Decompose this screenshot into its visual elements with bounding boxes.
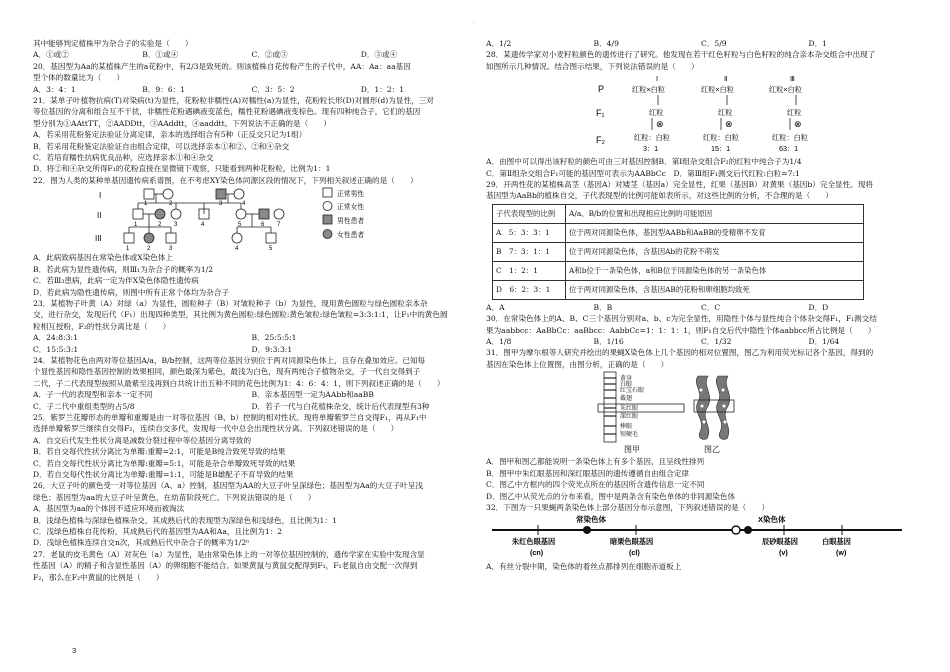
option: A．1/2 [486, 39, 512, 48]
individual-number: 4 [242, 201, 246, 208]
text-line: D．图乙中从荧光点的分布来看，图中是两条含有染色单体的非同源染色体 [486, 491, 736, 501]
cross-group-2 [701, 74, 739, 153]
gene-label: 深红眼 [620, 414, 639, 421]
q27-options [486, 38, 916, 49]
chromosome-bar [604, 372, 616, 442]
text-line: 选择单瓣紫罗兰继续自交得F₂，连续自交多代，发现每一代中总会出现性状分离。下列叙述错误的是（ ） [33, 424, 399, 434]
option: B．亲本基因型一定为AAbb和aaBB [251, 390, 374, 400]
text-line: 基因在染色体上位置图，由图分析，正确的是（ ） [486, 359, 669, 369]
individual-number: 2 [147, 246, 151, 253]
normal-male [266, 233, 276, 243]
text-line: D．若此病为隐性遗传病，则图中所有正常个体均为杂合子 [33, 287, 229, 297]
q24-options [33, 389, 470, 400]
q29-options [486, 302, 916, 313]
legend-affected-male-icon [323, 215, 332, 224]
legend-label: 男性患者 [337, 218, 365, 226]
individual-number: 3 [174, 222, 178, 229]
text-line: 23．某植物子叶黄（A）对绿（a）为显性，圆粒种子（B）对皱粒种子（b）为显性，现用黄色圆粒与绿色圆粒亲本杂 [33, 298, 428, 308]
legend-normal-male-icon [323, 188, 332, 197]
option: A．A [486, 302, 505, 312]
individual-number: 4 [235, 246, 239, 253]
table-cell: A 5：3：3：1 [493, 223, 566, 242]
individual-number: 1 [126, 246, 130, 253]
svg-text:63：1: 63：1 [779, 144, 799, 154]
option: B．4/9 [593, 39, 619, 48]
gene-symbol: (w) [836, 548, 847, 558]
gene-label: 白眼 [620, 382, 633, 389]
text-line: 22．图为人类的某种单基因遗传病系谱图，在不考虑XY染色体同源区段的情况下，下列相关叙述正确的是（ ） [33, 175, 418, 185]
option: C．②或③ [251, 50, 288, 60]
individual-number: 3 [169, 246, 173, 253]
gene-name: 朱红色眼基因 [512, 537, 556, 547]
text-line: 型个体的数量比为（ ） [33, 73, 125, 83]
svg-text:Ⅲ: Ⅲ [790, 74, 795, 84]
text-line: C．若自交每代性状分离比为单瓣:重瓣=5:1，可能是杂合单瓣致死导致的结果 [33, 458, 296, 468]
normal-male [133, 209, 143, 219]
normal-female [232, 233, 242, 243]
row-label: F₂ [596, 135, 605, 146]
affected-female [155, 209, 165, 219]
svg-text:红粒：白粒: 红粒：白粒 [634, 133, 670, 143]
option: B．9：6：1 [142, 84, 186, 94]
gene-name: 辰砂眼基因 [762, 537, 798, 547]
normal-female [274, 209, 284, 219]
option: A．①或② [33, 50, 69, 60]
normal-female [171, 209, 181, 219]
individual-number: 5 [238, 222, 242, 229]
text-line: D．将②和④杂交所得F₁的花粉直接在显微镜下观察，只能看到两种花粉粒，比例为1：1 [33, 164, 331, 174]
row-label: P [598, 84, 605, 95]
gene-label: 朱红眼 [620, 406, 639, 413]
gene-symbol: (cn) [530, 548, 544, 558]
svg-text:⊗: ⊗ [794, 119, 802, 130]
table-row [493, 223, 864, 242]
svg-text:15：1: 15：1 [711, 144, 731, 154]
table-cell: C 1：2：1 [493, 261, 566, 280]
gene-map-figure [486, 513, 916, 561]
option: B．25:5:5:1 [251, 333, 297, 343]
normal-male [124, 233, 134, 243]
gene-label: 短硬毛 [620, 432, 639, 439]
text-line: 24．某植物花色由两对等位基因A/a，B/b控制，这两等位基因分别位于两对同源染色体上，且存在叠加效应。已知每 [33, 355, 426, 365]
text-line: 性基因（A）的精子和含显性基因（A）的卵细胞不能结合。如果黄鼠与黄鼠交配得到F₁，F₁老鼠自由交配一次得到 [33, 561, 418, 571]
q29-table [492, 204, 864, 300]
generation-label: III [95, 234, 102, 244]
chromosome-label: X染色体 [758, 515, 786, 525]
option: D．D [808, 302, 829, 312]
text-line: A．有丝分裂中期，染色体的着丝点都排列在细胞赤道板上 [486, 562, 682, 572]
fruitfly-figure [486, 370, 916, 456]
individual-number: 2 [169, 201, 173, 208]
option: D．③或④ [360, 50, 398, 60]
text-line: B．图甲中朱红眼基因和深红眼基因的遗传遵循自由组合定律 [486, 468, 690, 478]
option: D．若子一代与白花植株杂交，统计后代表现型有3种 [251, 401, 430, 411]
text-line: 20．基因型为Aa的某植株产生的a花粉中，有2/3是致死的。则该植株自花传粉产生的子代中，AA：Aa：aa基因 [33, 61, 411, 71]
gene-symbol: (v) [779, 548, 788, 558]
text-line: 等位基因的分离和组合互不干扰，非糯性花粉遇碘液变蓝色，糯性花粉遇碘液变棕色。现有四种纯合子，它们的基因 [33, 107, 421, 117]
svg-text:红粒×白粒: 红粒×白粒 [769, 85, 802, 95]
text-line: 27．老鼠的皮毛黄色（A）对灰色（a）为显性，是由常染色体上的一对等位基因控制的，遗传学家在实验中发现含显 [33, 549, 425, 559]
option: D．1/64 [808, 337, 840, 347]
text-line: 型分别为①AAttTT，②AADDtt，③AAddtt，④aaddtt。下列说法不正确的是（ ） [33, 118, 331, 128]
text-line: 26．大豆子叶的颜色受一对等位基因（A、a）控制，基因型为AA的大豆子叶呈深绿色；基因型为Aa的大豆子叶呈浅 [33, 481, 423, 491]
svg-text:Ⅰ: Ⅰ [656, 74, 659, 84]
individual-number: 7 [277, 222, 281, 229]
cross-group-1 [632, 74, 670, 153]
text-line: 粒相互授粉，F₂的性状分离比是（ ） [33, 321, 171, 331]
table-cell: A和b位于一条染色体，a和B位于同源染色体的另一条染色体 [566, 261, 864, 280]
text-line: F₂，那么在F₂中黄鼠的比例是（ ） [33, 572, 164, 582]
legend-affected-female-icon [323, 230, 332, 239]
text-line: 32．下图为一只果蝇两条染色体上部分基因分布示意图，下列叙述错误的是（ ） [486, 502, 770, 512]
legend-label: 正常女性 [337, 204, 365, 212]
svg-text:3：1: 3：1 [643, 144, 659, 154]
text-line: C．若培育糯性抗病优良品种，应选择亲本①和④杂交 [33, 153, 214, 163]
text-line: A．自交后代发生性状分离是减数分裂过程中等位基因分离导致的 [33, 435, 252, 445]
centromere-dot [744, 526, 752, 534]
text-line: 如图所示几种情况。结合图示结果，下列说法错误的是（ ） [486, 61, 699, 71]
normal-female [234, 189, 244, 199]
normal-female [236, 209, 246, 219]
q23-options [33, 344, 470, 355]
text-line: B．若自交每代性状分离比为单瓣:重瓣=2:1，可能是B纯合致死导致的结果 [33, 447, 286, 457]
gene-label: 棒眼 [620, 424, 633, 431]
table-cell: 位于两对同源染色体，含基因AB的花粉和卵细胞均致死 [566, 280, 864, 299]
svg-text:红粒：白粒: 红粒：白粒 [772, 133, 808, 143]
text-line: 绿色；基因型为aa的大豆子叶呈黄色，在幼苗阶段死亡。下列说法错误的是（ ） [33, 492, 316, 502]
text-line: C．第Ⅱ组杂交组合F₁可能的基因型可表示为AABbCc D．第Ⅲ组F₁测交后代红粒:白粒=7:1 [486, 168, 800, 178]
text-line: 28．某遗传学家对小麦籽粒颜色的遗传进行了研究。他发现在若干红色籽粒与白色籽粒的纯合亲本杂交组合中出现了 [486, 50, 876, 60]
individual-number: 1 [134, 222, 138, 229]
page-number: 3 [72, 646, 77, 655]
text-line: 其中能够判定植株甲为杂合子的实验是（ ） [33, 39, 193, 48]
table-cell: A/a、B/b的位置和出现相应比例的可能原因 [566, 204, 864, 223]
option: C．1/32 [701, 337, 732, 347]
q20-options [33, 84, 470, 95]
text-line: C．图乙中方框内的四个荧光点所在的基因所含遗传信息一定不同 [486, 480, 705, 490]
affected-female [144, 233, 154, 243]
header-mark: . [473, 18, 475, 25]
cross-group-3 [769, 74, 808, 153]
row-label: F₁ [596, 108, 605, 119]
table-cell: 位于两对同源染色体，含基因Ab的花粉不萌发 [566, 242, 864, 261]
option: C．C [701, 302, 721, 312]
svg-text:红粒: 红粒 [718, 108, 733, 118]
option: D．9:3:3:1 [251, 344, 293, 354]
svg-text:Ⅱ: Ⅱ [724, 74, 728, 84]
text-line: 基因型为AaBb的植株自交，子代表现型的比例可能如表所示，对这些比例的分析，不合理的是（ ） [486, 191, 833, 201]
option: B．B [593, 302, 613, 312]
q19-options [33, 49, 470, 60]
q30-options [486, 336, 916, 347]
gene-symbol: (cl) [629, 548, 640, 558]
svg-text:红粒×白粒: 红粒×白粒 [701, 85, 734, 95]
generation-label: II [97, 211, 102, 221]
table-cell: D 6：2：3：1 [493, 280, 566, 299]
option: A．子一代的表现型和亲本一定不同 [33, 390, 153, 400]
right-column [486, 38, 916, 573]
option: D．1：2：1 [360, 84, 405, 94]
text-line: A．若采用花粉鉴定法验证分离定律，亲本的选择组合有5种（正反交只记为1组） [33, 130, 307, 140]
text-line: C．若Ⅲ₃患病，此病一定为伴X染色体隐性遗传病 [33, 276, 199, 286]
legend-normal-female-icon [323, 202, 332, 211]
text-line: B．若此病为显性遗传病，则Ⅲ₁为杂合子的概率为1/2 [33, 264, 214, 274]
text-line: 30．在常染色体上的A、B、C三个基因分别对a、b、c为完全显性，用隐性个体与显性纯合个体杂交得F₁，F₁测交结 [486, 314, 877, 324]
text-line: 25．紫罗兰花瓣形态的单瓣和重瓣是由一对等位基因（B、b）控制的相对性状。现将单瓣紫罗兰自交得F₁，再从F₁中 [33, 412, 427, 422]
individual-number: 3 [219, 201, 223, 208]
individual-number: 6 [261, 222, 265, 229]
table-row [493, 204, 864, 223]
normal-female [163, 189, 173, 199]
svg-text:红粒：白粒: 红粒：白粒 [703, 133, 739, 143]
gene-label: 截翅 [620, 396, 633, 403]
svg-text:⊗: ⊗ [725, 119, 733, 130]
text-line: 21．某单子叶植物抗病(T)对染病(t)为显性，花粉粒非糯性(A)对糯性(a)为显性，花粉粒长形(D)对圆形(d)为显性，三对 [33, 96, 434, 106]
q24-options [33, 401, 470, 412]
option: C．15:5:3:1 [33, 344, 79, 354]
legend-label: 女性患者 [337, 232, 365, 240]
table-row [493, 242, 864, 261]
text-line: D．浅绿色植株连续自交n次，其成熟后代中杂合子的概率为1/2ⁿ [33, 538, 250, 548]
text-line: A．图甲和图乙都能说明一条染色体上有多个基因，且呈线性排列 [486, 457, 705, 467]
svg-text:红粒: 红粒 [649, 108, 664, 118]
table-cell: 位于两对同源染色体，基因型AABb和AaBB的受精卵不发育 [566, 223, 864, 242]
svg-text:⊗: ⊗ [656, 119, 664, 130]
option: A．1/8 [486, 337, 512, 347]
option: C．5/9 [701, 39, 727, 48]
gene-name: 白眼基因 [822, 537, 851, 547]
individual-number: 2 [158, 222, 162, 229]
text-line: 31．图甲为摩尔根等人研究并绘出的果蝇X染色体上几个基因的相对位置图，图乙为利用荧光标记各个基因，得到的 [486, 348, 874, 358]
svg-text:红粒: 红粒 [787, 108, 802, 118]
option: B．①或④ [142, 50, 179, 60]
text-line: A．基因型为aa的个体因不适应环境而被淘汰 [33, 504, 185, 514]
cross-diagram [486, 72, 916, 156]
text-line: 二代，子二代表现型按照从最紫至浅再到白共统计出五种不同的花色比例为1：4：6：4：1，则下列叙述正确的是（ ） [33, 378, 445, 388]
option: A．3：4：1 [33, 84, 76, 94]
normal-male [166, 233, 176, 243]
table-cell: B 7：3：1：1 [493, 242, 566, 261]
table-cell: 子代表现型的比例 [493, 204, 566, 223]
table-row [493, 280, 864, 299]
chromosome-label: 常染色体 [576, 515, 606, 525]
text-line: A．由图中可以得出该籽粒的颜色可由三对基因控制B．第Ⅰ组杂交组合F₂的红粒中纯合子为1/4 [486, 157, 802, 167]
affected-male [216, 189, 226, 199]
text-line: 个显性基因和隐性基因控制的效果相同，颜色最深为紫色，最浅为白色，现有两纯合子植物杂交，子一代自交得到子 [33, 367, 421, 377]
text-line: D．若自交每代性状分离比为单瓣:重瓣=1:1，可能是B雄配子不育导致的结果 [33, 470, 294, 479]
centromere-dot [583, 526, 591, 534]
option: C．子二代中重组类型的占5/8 [33, 401, 135, 411]
individual-number: 1 [144, 201, 148, 208]
option: C．3：5：2 [251, 84, 295, 94]
text-line: 果为aabbcc：AaBbCc：aaBbcc：AabbCc=1：1：1：1，则F₁自交后代中隐性个体aabbcc所占比例是（ ） [486, 325, 876, 335]
text-line: 29．开两性花的某植株高茎（基因A）对矮茎（基因a）完全显性，红果（基因B）对黄果（基因b）完全显性。现将 [486, 180, 874, 190]
gene-name: 暗栗色眼基因 [610, 537, 654, 547]
fluorescent-chromosomes [696, 376, 729, 439]
table-row [493, 261, 864, 280]
option: D．1 [808, 39, 828, 48]
normal-male [144, 189, 154, 199]
centromere-dot [732, 526, 740, 534]
left-column [33, 38, 470, 583]
individual-number: 5 [269, 246, 273, 253]
option: B．1/16 [593, 337, 624, 347]
figure-caption: 图甲 [624, 445, 640, 455]
svg-text:红粒×白粒: 红粒×白粒 [632, 85, 665, 95]
text-line: B．若采用花粉鉴定法验证自由组合定律，可以选择亲本①和②、②和④杂交 [33, 141, 290, 151]
option: A．24:8:3:1 [33, 333, 78, 343]
individual-number: 4 [201, 222, 205, 229]
text-line: B．浅绿色植株与深绿色植株杂交，其成熟后代的表现型为深绿色和浅绿色，且比例为1：1 [33, 515, 337, 525]
q23-options [33, 332, 470, 343]
text-line: C．浅绿色植株自花传粉，其成熟后代的基因型为AA和Aa，且比例为1：2 [33, 527, 283, 537]
generation-label: I [99, 191, 102, 201]
text-line: 交，进行杂交，发现后代（F₁）出现四种类型，其比例为黄色圆粒:绿色圆粒:黄色皱粒:绿色皱粒=3:3:1:1，让F₁中的黄色圆 [33, 310, 448, 320]
text-line: A．此病致病基因在常染色体或X染色体上 [33, 253, 173, 263]
gene-label: 黄身 [620, 376, 633, 383]
affected-male [259, 209, 269, 219]
pedigree-chart [33, 186, 470, 252]
figure-caption: 图乙 [704, 445, 720, 455]
legend-label: 正常男性 [337, 191, 365, 199]
gene-label: 红宝石眼 [620, 388, 645, 395]
